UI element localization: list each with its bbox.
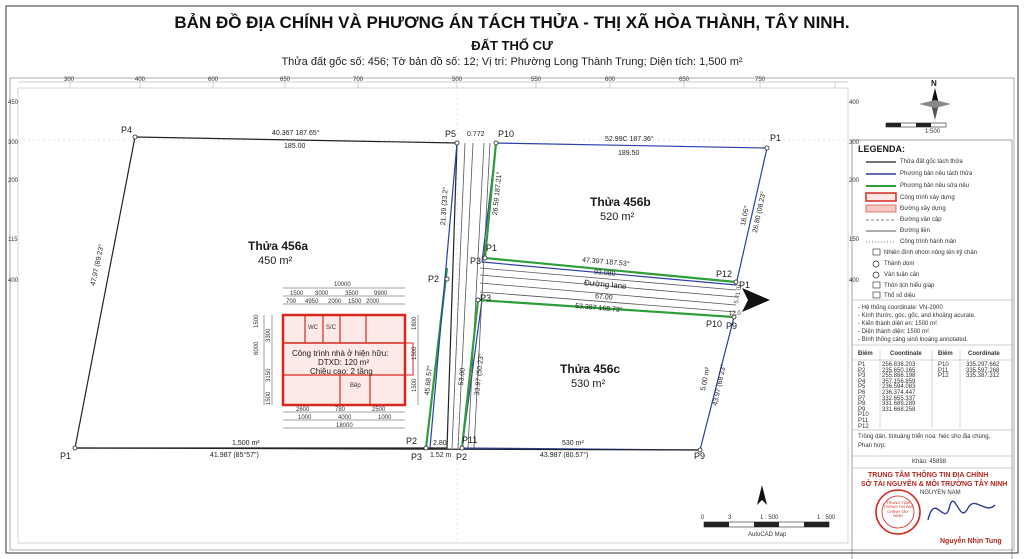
point-markers — [73, 135, 769, 452]
building-dim: 2000 — [328, 299, 342, 305]
dim-label: 0.772 — [467, 131, 485, 138]
coord-point-id: P12 — [858, 423, 869, 430]
road-direction-arrow — [742, 288, 770, 312]
coord-header: Coordinate — [890, 351, 922, 357]
building-dim: 700 — [286, 299, 297, 305]
dim-label: 47.97 (89.23° — [90, 243, 106, 287]
point-label: P9 — [694, 451, 706, 461]
building-dim: 2500 — [372, 407, 386, 413]
dim-label: 53.00 — [458, 367, 467, 386]
point-label: P12 — [716, 269, 733, 279]
ruler-top-label: 650 — [679, 77, 690, 83]
ruler-top-label: 650 — [280, 77, 291, 83]
building-dim: 1000 — [298, 415, 312, 421]
point-label: P1 — [770, 133, 782, 143]
scalebar-label: 1 : 500 — [817, 515, 836, 521]
dim-label: 530 m² — [562, 440, 584, 447]
coord-point-id: P11 — [858, 418, 869, 424]
point-label: P5 — [445, 129, 457, 139]
building-dim: 1500 — [348, 299, 362, 305]
coord-point-value: 331.689.289 — [882, 401, 916, 408]
point-label: P2 — [456, 452, 468, 462]
building-dim: 4000 — [338, 415, 352, 421]
building-dim: 18000 — [336, 423, 353, 429]
legend-item: Công trình hành mân — [900, 239, 957, 245]
dim-label: 189.50 — [618, 150, 640, 157]
map-title: BẢN ĐỒ ĐỊA CHÍNH VÀ PHƯƠNG ÁN TÁCH THỬA - THỊ XÃ HÒA THÀNH, TÂY NINH. — [174, 13, 850, 32]
point-label: P10 — [498, 129, 515, 139]
coord-point-id: P9 — [858, 406, 866, 413]
point-label: P4 — [121, 125, 133, 135]
dim-label: 67.00 — [594, 293, 613, 302]
signature — [928, 501, 995, 520]
building-dim: 3300 — [266, 328, 272, 342]
coord-point-value: 357.156.859 — [882, 378, 916, 385]
agency-name: TRUNG TÂM THÔNG TIN ĐỊA CHÍNH — [868, 472, 989, 479]
dim-label: 33.97 (50.23° — [474, 353, 486, 396]
ruler-top-label: 750 — [755, 77, 766, 83]
legend-item: Đường xây dựng — [900, 206, 946, 212]
compass-north-label: N — [931, 79, 937, 88]
building-dim: 1500 — [290, 291, 304, 297]
ruler-left-label: 300 — [8, 140, 19, 146]
room-label: S/C — [326, 325, 337, 331]
parcel-456c-name: Thửa 456c — [560, 362, 621, 376]
agency-sub: NGUYEN NAM — [920, 490, 961, 496]
legend-item: Thửa đất gốc tách thửa — [900, 159, 963, 165]
legend-note: - Kiến thành diện en: 1500 m². — [858, 321, 939, 327]
coord-point-id: P10 — [858, 412, 869, 419]
dim-label: 21.39 (33.2° — [440, 186, 450, 226]
coord-point-value: 256.838.203 — [882, 362, 916, 368]
coord-point-id: P7 — [858, 395, 866, 402]
dim-label: 26.59 187.21° — [492, 171, 504, 216]
coord-point-value: 332.655.337 — [882, 395, 916, 402]
parcel-456c-area: 530 m² — [571, 378, 606, 390]
parcel-456b-area: 520 m² — [600, 211, 635, 223]
ruler-top-label: 600 — [208, 77, 219, 83]
coord-point-value: 331.668.258 — [882, 406, 916, 413]
coord-header: Điểm — [938, 351, 953, 357]
legend-item: Đường vân cập — [900, 217, 942, 223]
building-dim: 1500 — [412, 378, 418, 392]
point-label: P2 — [406, 436, 418, 446]
coord-point-id: P5 — [858, 384, 866, 391]
dim-label: 18.05° — [740, 205, 752, 227]
point-label: P1 — [486, 243, 498, 253]
building-dim: 4950 — [305, 299, 319, 305]
dim-label: 43.97 (68 23° — [712, 363, 728, 407]
coord-point-id: P2 — [858, 367, 866, 374]
ruler-top-label: 600 — [605, 77, 616, 83]
building-dim: 3150 — [266, 368, 272, 382]
dim-label: 12.0 — [729, 311, 741, 317]
legend-item: Nhiên đình ohom nông tên kỹ chân — [884, 250, 978, 256]
parcel-456b-name: Thửa 456b — [590, 195, 651, 209]
point-label: P3 — [470, 256, 482, 266]
legend-note: - Bình thống cáng sinô lnoáng annotated. — [858, 337, 968, 343]
dim-label: 185.00 — [284, 143, 306, 150]
building-dim: 1000 — [378, 415, 392, 421]
coord-point-id: P3 — [858, 373, 866, 380]
ruler-top-label: 700 — [353, 77, 364, 83]
ruler-left-label: 115 — [8, 237, 18, 243]
scalebar-label: 0 — [701, 515, 705, 521]
ruler-left-label: 450 — [8, 100, 19, 106]
coord-point-id: P12 — [938, 373, 949, 380]
room-label: Bếp — [350, 383, 361, 389]
coord-point-id: P1 — [858, 362, 866, 368]
scalebar-label: 1 : 500 — [760, 515, 779, 521]
ruler-right-label: 400 — [849, 100, 860, 106]
dim-label: 1,500 m² — [232, 440, 260, 447]
dim-label: 47.397 187.53° — [581, 256, 630, 269]
coord-point-value: 335.387.312 — [966, 373, 1000, 380]
agency-dept: SỞ TÀI NGUYÊN & MÔI TRƯỜNG TÂY NINH — [861, 481, 1008, 488]
ruler-left-label: 200 — [8, 178, 19, 184]
legend-note: - Hệ thống coordinate: VN-2000 — [858, 305, 943, 311]
dim-label: 26.80 (08.23° — [752, 190, 768, 234]
building-dim: 3500 — [345, 291, 359, 297]
map-info: Thửa đất gốc số: 456; Tờ bản đồ số: 12; Vị trí: Phường Long Thành Trung; Diện tích: 1,500 m² — [281, 56, 743, 68]
compass-rose — [886, 88, 951, 127]
legend-note: - Kính thước, góc, gốc, and khoảng acurate. — [858, 313, 976, 319]
legend-note: - Diện thành diện: 1500 m². — [858, 329, 931, 335]
building-caption: Công trình nhà ở hiện hữu: — [292, 349, 389, 358]
scalebar-caption: AutoCAD Map — [748, 532, 787, 538]
scalebar-label: 3 — [728, 515, 732, 521]
legend-item: Thổ số diệu — [884, 293, 916, 299]
footer-note: Trồng dân, tìntuảng triển noa: hiéc sho địa chúng, — [858, 434, 991, 440]
ruler-top-label: 500 — [452, 77, 463, 83]
stamp-text: TRUNG TÂM THÔNG TIN ĐỊA CHÍNH TÂY NINH — [883, 500, 913, 519]
coord-header: Điểm — [858, 351, 873, 357]
signer-name: Nguyễn Nhịn Tung — [940, 538, 1002, 545]
parcel-456a-name: Thửa 456a — [248, 239, 309, 253]
legend-item: Vân tuận cân — [884, 272, 920, 278]
coord-header: Coordinate — [968, 351, 1000, 357]
dim-label: 2.80 — [433, 440, 447, 447]
building-dim: 6000 — [254, 341, 260, 355]
dim-label: 5.41 0) — [734, 284, 744, 305]
dim-label: 53.387 168.73° — [574, 302, 623, 315]
coord-point-value: 335.297.662 — [966, 362, 1000, 368]
green-boundaries — [426, 143, 736, 448]
building-caption: Chiều cao: 2 tầng — [310, 367, 373, 376]
building-caption: DTXD: 120 m² — [318, 358, 370, 367]
room-label: WC — [308, 325, 318, 331]
legend-item: Đường liền — [900, 228, 930, 234]
coord-point-value: 235.650.165 — [882, 367, 916, 374]
dim-label: 45.68 57° — [424, 365, 435, 396]
ruler-right-label: 150 — [849, 237, 860, 243]
building-dim: 10000 — [334, 282, 351, 288]
dim-label: 41.987 (85°57") — [210, 452, 259, 459]
building-dim: 1500 — [254, 314, 260, 328]
dim-label: 43.987 (80.57°) — [540, 452, 589, 459]
map-subtitle: ĐẤT THỔ CƯ — [471, 38, 553, 53]
building-dim: 3000 — [315, 291, 329, 297]
footer-note: Phan hợp: — [858, 443, 886, 449]
dim-label: 5.00 m² — [700, 366, 712, 392]
legend-item: Thôn lịch hiểu giáp — [884, 283, 935, 289]
legend-item: Phương bản nêu tách thửa — [900, 171, 973, 177]
ruler-top-label: 550 — [531, 77, 542, 83]
building-dim: 1500 — [266, 391, 272, 405]
ruler-right-label: 300 — [849, 140, 860, 146]
legend-item: Thành dọm — [884, 261, 915, 267]
coord-point-value: 236.594.083 — [882, 384, 916, 391]
building-dim: 9900 — [374, 291, 388, 297]
parcel-456a-area: 450 m² — [258, 255, 293, 267]
legend-item: Phương bản nêu sửa nêu — [900, 183, 970, 189]
dim-label: 52.99C 187.36° — [605, 136, 654, 143]
coord-point-value: 255.888.198 — [882, 373, 916, 380]
compass-scale: 1:500 — [925, 129, 941, 135]
coord-point-id: P4 — [858, 378, 866, 385]
coord-point-value: 236.374.447 — [882, 390, 916, 396]
coord-point-id: P6 — [858, 390, 866, 396]
point-label: P9 — [726, 321, 738, 331]
ruler-right-label: 200 — [849, 178, 860, 184]
coord-point-id: P8 — [858, 401, 866, 408]
coord-point-id: P11 — [938, 367, 949, 374]
ruler-left-label: 400 — [8, 278, 19, 284]
ruler-right-label: 400 — [849, 278, 860, 284]
legend-title: LEGENDA: — [858, 144, 905, 154]
coord-point-value: 335.597.268 — [966, 367, 1000, 374]
point-label: P3 — [480, 293, 492, 303]
ruler-top-label: 300 — [64, 77, 75, 83]
building-dim: 1500 — [412, 346, 418, 360]
building-dim: 780 — [335, 407, 346, 413]
point-label: P11 — [462, 435, 478, 445]
point-label: P1 — [60, 451, 72, 461]
dim-label: 93.080 — [593, 269, 616, 278]
ruler-top-label: 400 — [135, 77, 146, 83]
building-dim: 2600 — [296, 407, 310, 413]
legend-item: Công trình xây dựng — [900, 195, 955, 201]
legend-frame — [852, 140, 1012, 559]
khao-code: Khảo: 45898 — [912, 459, 947, 465]
building-dim: 2000 — [366, 299, 380, 305]
road-name: Đường lane — [583, 278, 627, 291]
point-label: P3 — [411, 452, 423, 462]
point-label: P2 — [428, 274, 440, 284]
coord-point-id: P10 — [938, 362, 949, 368]
point-label: P1 — [739, 280, 751, 290]
dim-label: 1.52 m — [430, 452, 452, 459]
point-label: P10 — [706, 319, 723, 329]
building-dim: 1800 — [412, 316, 418, 330]
dim-label: 40.367 187.65° — [272, 130, 320, 137]
